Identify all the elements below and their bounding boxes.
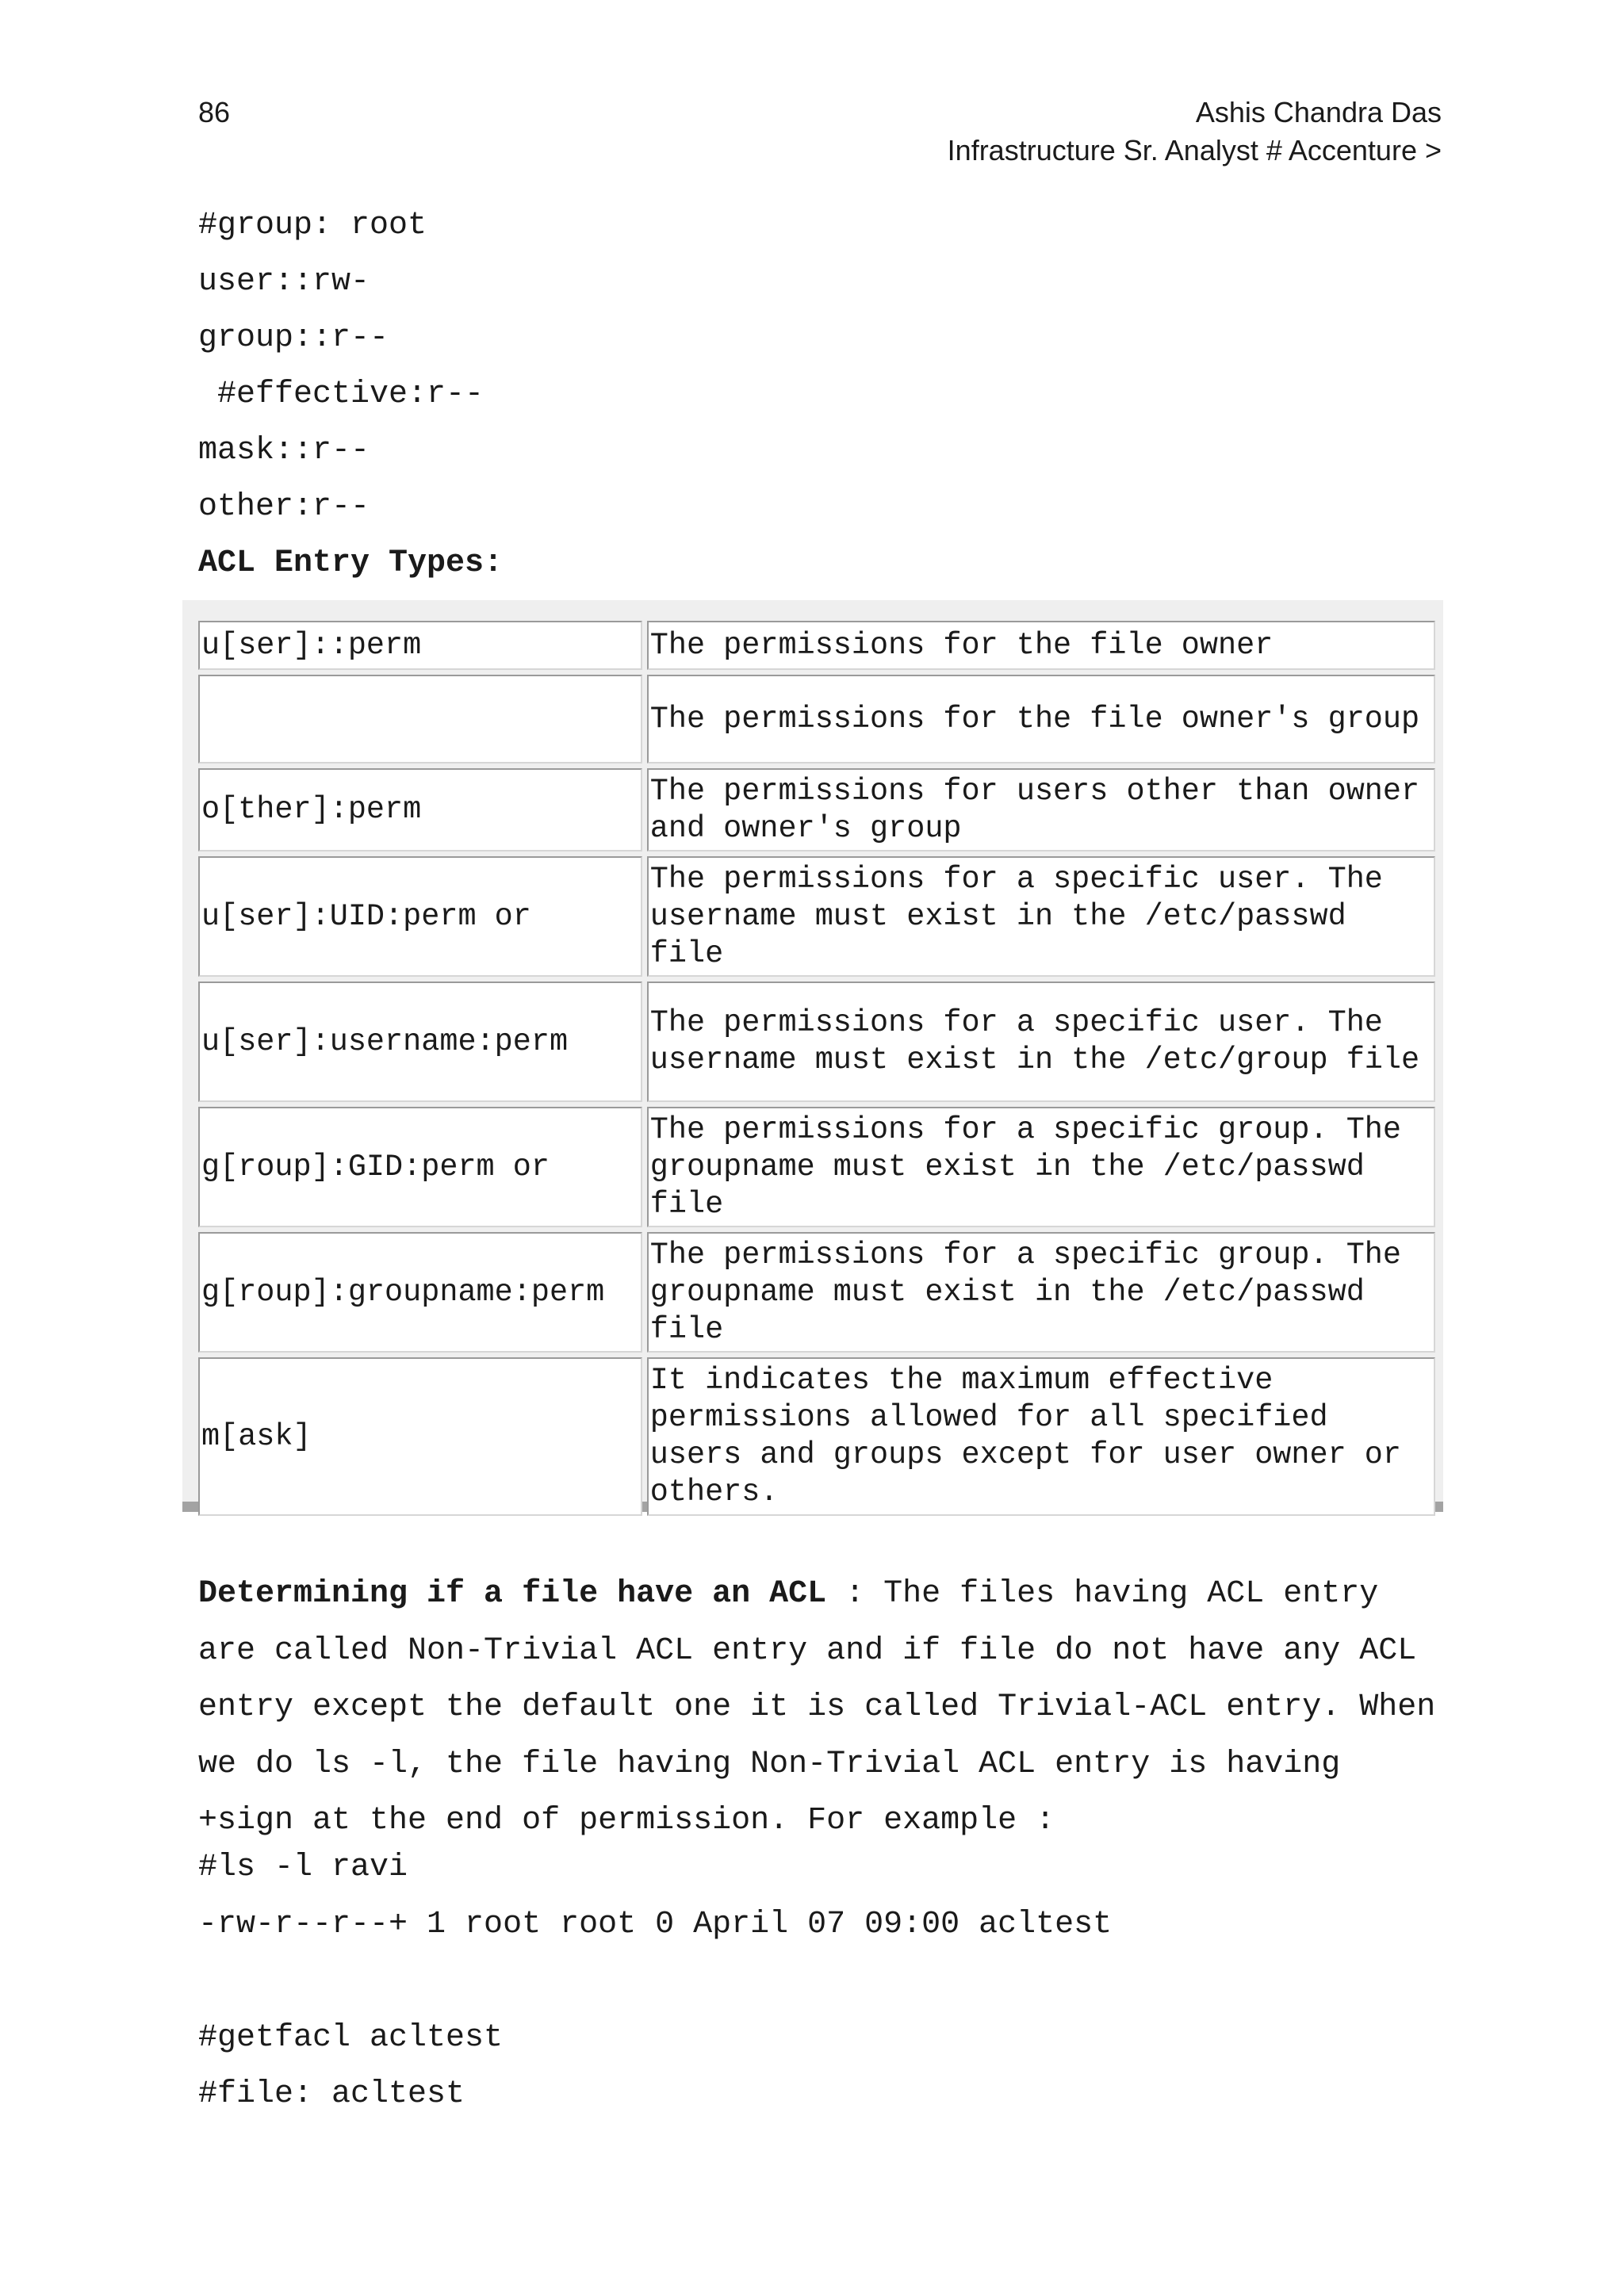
- code-line: group::r--: [198, 320, 389, 356]
- code-line: #effective:r--: [198, 377, 485, 412]
- description-cell: The permissions for a specific user. The username must exist in the /etc/group file: [647, 982, 1435, 1102]
- table-row: [198, 856, 1435, 977]
- table-row: [198, 621, 1435, 670]
- code-line: #group: root: [198, 208, 427, 243]
- blank-line: [198, 1961, 1112, 2019]
- section-title: ACL Entry Types:: [198, 545, 504, 581]
- paragraph-body: : The files having ACL entry are called Non-Trivial ACL entry and if file do not have any ACL entry except the default one it is called Trivial-ACL entry. When we do ls -l, the file having Non-Trivial ACL entry is having +sign at the end of permission. For example :: [198, 1576, 1436, 1839]
- entry-cell: [198, 675, 642, 763]
- paragraph-lead: Determining if a file have an ACL: [198, 1576, 827, 1612]
- table-background: [182, 600, 1443, 1510]
- description-cell: The permissions for a specific group. The groupname must exist in the /etc/passwd file: [647, 1232, 1435, 1353]
- table-row: [198, 1107, 1435, 1227]
- entry-cell: u[ser]:username:perm: [198, 982, 642, 1102]
- entry-cell: g[roup]:groupname:perm: [198, 1232, 642, 1353]
- acl-entry-types-table-frame: [182, 600, 1443, 1512]
- table-row: [198, 675, 1435, 763]
- entry-cell: u[ser]:UID:perm or: [198, 856, 642, 977]
- code-line: user::rw-: [198, 264, 370, 300]
- entry-cell: g[roup]:GID:perm or: [198, 1107, 642, 1227]
- code-block-top: [198, 206, 503, 584]
- code-line: #getfacl acltest: [198, 2019, 504, 2056]
- running-header: [948, 94, 1442, 170]
- code-line: -rw-r--r--+ 1 root root 0 April 07 09:00 acltest: [198, 1906, 1113, 1942]
- code-line: mask::r--: [198, 433, 370, 469]
- description-cell: It indicates the maximum effective permissions allowed for all specified users and groups except for user owner or others.: [647, 1357, 1435, 1516]
- code-line: #ls -l ravi: [198, 1850, 408, 1885]
- description-cell: The permissions for a specific user. The username must exist in the /etc/passwd file: [647, 856, 1435, 977]
- table-row: [198, 982, 1435, 1102]
- code-line: other:r--: [198, 489, 370, 525]
- acl-detection-paragraph: [198, 1566, 1451, 1850]
- author-role: Infrastructure Sr. Analyst # Accenture >: [947, 134, 1442, 166]
- description-cell: The permissions for a specific group. The groupname must exist in the /etc/passwd file: [647, 1107, 1435, 1227]
- code-block-bottom: [198, 1848, 1112, 2132]
- table-row: [198, 1232, 1435, 1353]
- entry-cell: m[ask]: [198, 1357, 642, 1516]
- acl-entry-types-table: [193, 616, 1440, 1521]
- description-cell: The permissions for the file owner's group: [647, 675, 1435, 763]
- code-line: #file: acltest: [198, 2076, 465, 2112]
- table-row: [198, 768, 1435, 851]
- description-cell: The permissions for users other than owner and owner's group: [647, 768, 1435, 851]
- entry-cell: o[ther]:perm: [198, 768, 642, 851]
- table-row: [198, 1357, 1435, 1516]
- description-cell: The permissions for the file owner: [647, 621, 1435, 670]
- page-number: 86: [198, 96, 231, 128]
- entry-cell: u[ser]::perm: [198, 621, 642, 670]
- author-name: Ashis Chandra Das: [1195, 96, 1442, 128]
